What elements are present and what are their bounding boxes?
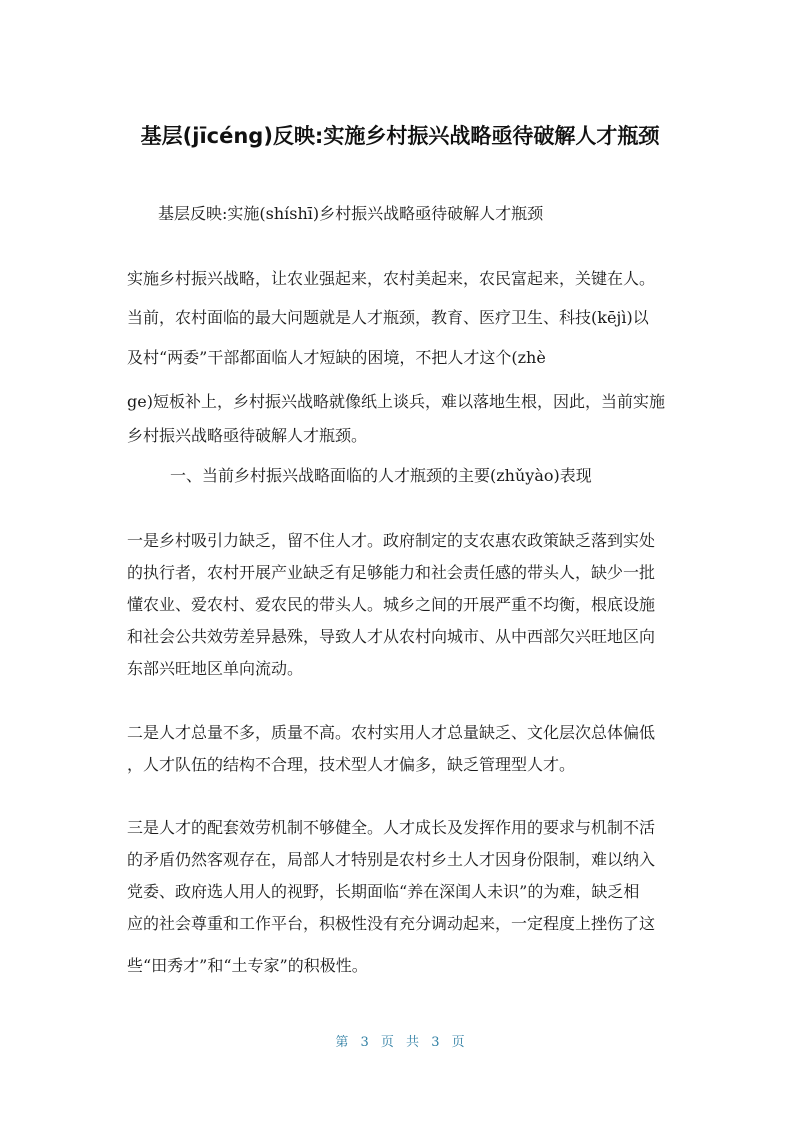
intro-line: 当前，农村面临的最大问题就是人才瓶颈，教育、医疗卫生、科技(kējì)以 — [127, 308, 649, 327]
paragraph-line: 东部兴旺地区单向流动。 — [127, 659, 304, 678]
document-title: 基层(jīcéng)反映:实施乡村振兴战略亟待破解人才瓶颈 — [140, 124, 660, 148]
paragraph-line: 的执行者，农村开展产业缺乏有足够能力和社会责任感的带头人，缺少一批 — [127, 563, 656, 582]
page-number: 第 3 页 共 3 页 — [335, 1035, 465, 1050]
paragraph-line: ，人才队伍的结构不合理，技术型人才偏多，缺乏管理型人才。 — [127, 755, 576, 774]
intro-line: 实施乡村振兴战略，让农业强起来，农村美起来，农民富起来，关键在人。 — [127, 269, 656, 288]
paragraph-line: 和社会公共效劳差异悬殊，导致人才从农村向城市、从中西部欠兴旺地区向 — [127, 627, 656, 646]
intro-line: 及村“两委”干部都面临人才短缺的困境，不把人才这个(zhè — [127, 348, 546, 367]
paragraph-line: 应的社会尊重和工作平台，积极性没有充分调动起来，一定程度上挫伤了这 — [127, 914, 656, 933]
intro-line: ge)短板补上，乡村振兴战略就像纸上谈兵，难以落地生根，因此，当前实施 — [127, 392, 665, 411]
paragraph-line: 三是人才的配套效劳机制不够健全。人才成长及发挥作用的要求与机制不活 — [127, 818, 656, 837]
intro-line: 乡村振兴战略亟待破解人才瓶颈。 — [127, 426, 368, 445]
paragraph-line: 懂农业、爱农村、爱农民的带头人。城乡之间的开展严重不均衡，根底设施 — [127, 595, 656, 614]
section-heading: 一、当前乡村振兴战略面临的人才瓶颈的主要(zhǔyào)表现 — [170, 466, 592, 485]
paragraph-line: 二是人才总量不多，质量不高。农村实用人才总量缺乏、文化层次总体偏低 — [127, 723, 656, 742]
paragraph-line: 一是乡村吸引力缺乏，留不住人才。政府制定的支农惠农政策缺乏落到实处 — [127, 531, 656, 550]
subtitle: 基层反映:实施(shíshī)乡村振兴战略亟待破解人才瓶颈 — [158, 204, 544, 223]
paragraph-line: 的矛盾仍然客观存在，局部人才特别是农村乡土人才因身份限制，难以纳入 — [127, 850, 656, 869]
paragraph-line: 些“田秀才”和“土专家”的积极性。 — [127, 956, 368, 975]
paragraph-line: 党委、政府选人用人的视野，长期面临“养在深闺人未识”的为难，缺乏相 — [127, 882, 640, 901]
